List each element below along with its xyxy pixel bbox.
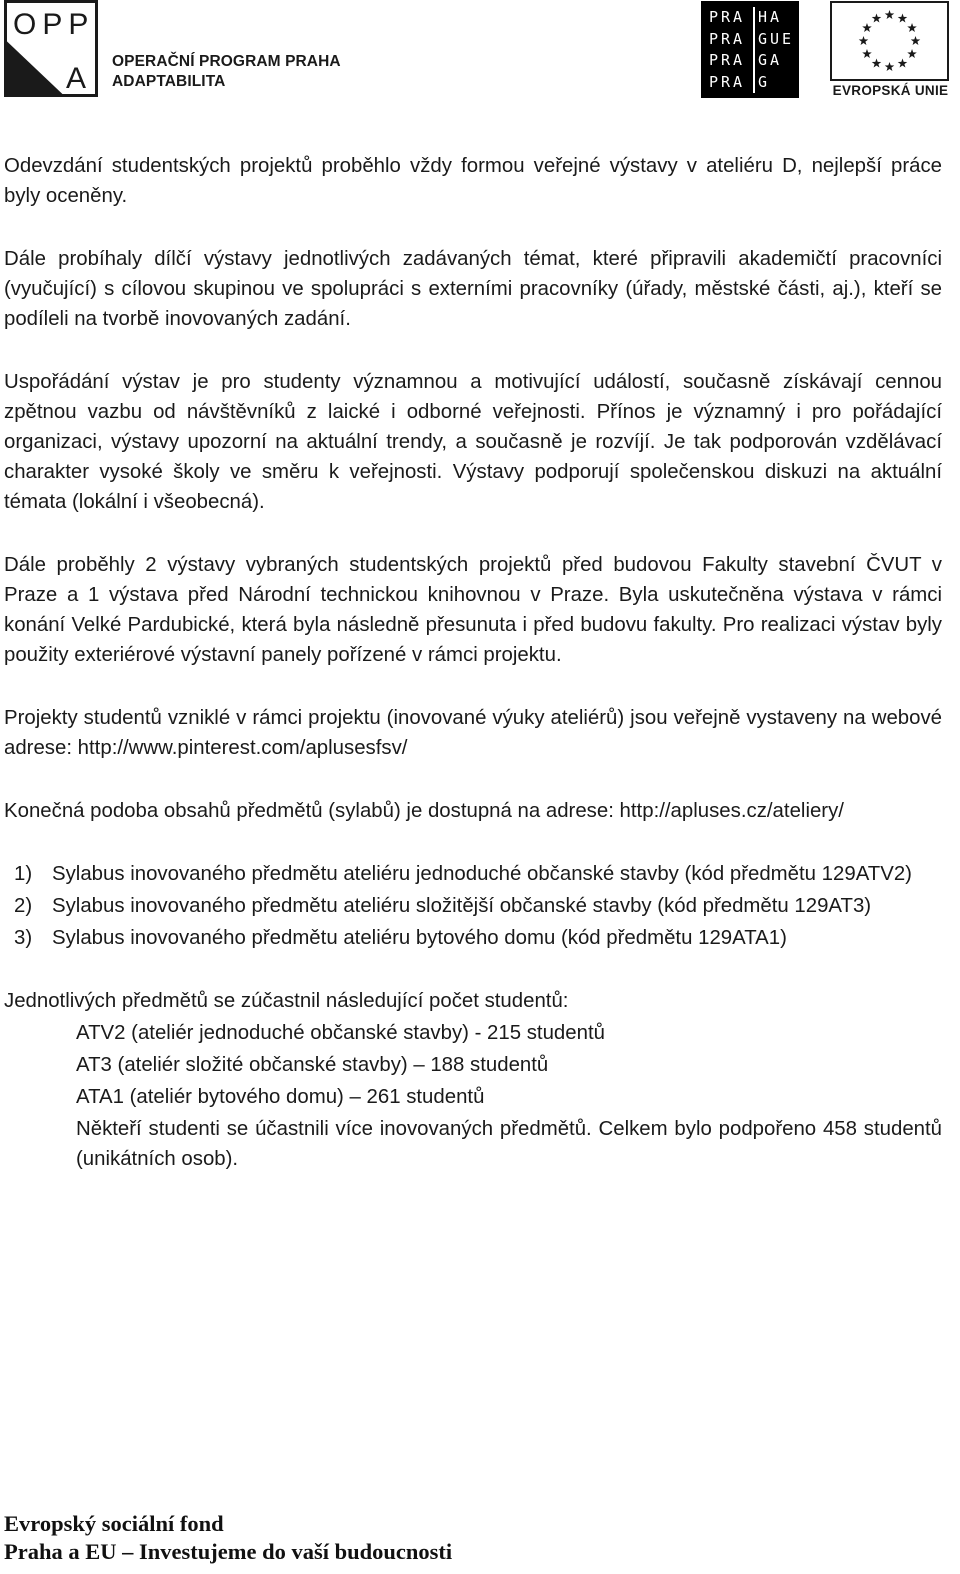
praha-logo-cell: HA [753,7,793,29]
paragraph: Dále probíhaly dílčí výstavy jednotlivých zadávaných témat, které připravili akademičtí pracovníci (vyučující) s cílovou skupinou ve spolupráci s externími pracovníky (úřady, městské části, aj.), kteří se podíleli na tvorbě inovovaných zadání. [4,248,942,330]
praha-logo-cell: GA [753,50,793,72]
student-counts [4,986,942,1174]
eu-flag-icon [830,1,949,81]
paragraph: Konečná podoba obsahů předmětů (sylabů) je dostupná na adrese: http://apluses.cz/ateliery/ [4,800,844,822]
eu-star-icon [907,23,917,32]
student-count-row: ATV2 (ateliér jednoduché občanské stavby) - 215 studentů [76,1022,605,1044]
eu-star-icon [885,62,895,71]
student-count-row: Někteří studenti se účastnili více inovovaných předmětů. Celkem bylo podpořeno 458 studentů (unikátních osob). [76,1118,942,1170]
opp-logo-letters: OPP [13,8,95,41]
document-body [4,151,942,1176]
footer-line1: Evropský sociální fond [4,1511,224,1536]
eu-star-icon [898,13,908,22]
list-item-text: Sylabus inovovaného předmětu ateliéru bytového domu (kód předmětu 129ATA1) [52,927,787,949]
footer [4,1510,452,1566]
eu-star-icon [911,36,921,45]
eu-star-icon [907,49,917,58]
eu-star-icon [859,36,869,45]
paragraph: Dále proběhly 2 výstavy vybraných studentských projektů před budovou Fakulty stavební ČVUT v Praze a 1 výstava před Národní technickou knihovnou v Praze. Byla uskutečněna výstava v rámci konání Velké Pardubické, která byla následně přesunuta i před budovu fakulty. Pro realizaci výstav byly použity exteriérové výstavní panely pořízené v rámci projektu. [4,554,942,666]
list-item [4,923,942,953]
praha-logo-cell: PRA [709,29,746,48]
praha-logo-cell: G [753,72,793,94]
list-number: 1) [14,863,33,885]
opp-name-line1: OPERAČNÍ PROGRAM PRAHA [112,53,341,70]
syllabus-list [4,859,942,953]
student-count-row: AT3 (ateliér složité občanské stavby) – 188 studentů [76,1054,549,1076]
eu-star-icon [898,59,908,68]
list-item [4,859,942,889]
praha-logo-cell: PRA [709,8,746,26]
praha-logo-cell: PRA [709,51,746,69]
praha-logo-cell: PRA [709,72,746,91]
praha-logo [701,1,799,98]
list-item [4,891,942,921]
paragraph: Odevzdání studentských projektů proběhlo vždy formou veřejné výstavy v ateliéru D, nejlepší práce byly oceněny. [4,155,942,207]
opp-name-line2: ADAPTABILITA [112,73,226,90]
eu-star-icon [872,59,882,68]
list-number: 3) [14,927,33,949]
eu-star-icon [872,13,882,22]
eu-star-icon [862,23,872,32]
opp-program-name [112,52,341,92]
paragraph: Projekty studentů vzniklé v rámci projektu (inovované výuky ateliérů) jsou veřejně vystaveny na webové adrese: http://www.pinterest.com/aplusesfsv/ [4,707,942,759]
paragraph: Uspořádání výstav je pro studenty významnou a motivující událostí, současně získávají cennou zpětnou vazbu od návštěvníků z laické i odborné veřejnosti. Přínos je významný i pro pořádající organizaci, výstavy upozorní na aktuální trendy, a současně je rozvíjí. Je tak podporován vzdělávací charakter vysoké školy ve směru k veřejnosti. Výstavy podporují společenskou diskuzi na aktuální témata (lokální i všeobecná). [4,371,942,513]
list-item-text: Sylabus inovovaného předmětu ateliéru složitější občanské stavby (kód předmětu 129AT3) [52,895,872,917]
footer-line2: Praha a EU – Investujeme do vaší budoucnosti [4,1539,453,1564]
student-count-row: ATA1 (ateliér bytového domu) – 261 studentů [76,1086,485,1108]
praha-logo-cell: GUE [753,29,793,51]
eu-star-icon [862,49,872,58]
opp-logo [4,0,98,97]
eu-logo [830,1,951,100]
eu-star-icon [885,10,895,19]
student-counts-lead: Jednotlivých předmětů se zúčastnil následující počet studentů: [4,990,569,1012]
eu-label: EVROPSKÁ UNIE [832,83,949,98]
list-item-text: Sylabus inovovaného předmětu ateliéru jednoduché občanské stavby (kód předmětu 129ATV2) [52,863,912,885]
list-number: 2) [14,895,33,917]
opp-logo-letter-a: A [66,62,87,95]
